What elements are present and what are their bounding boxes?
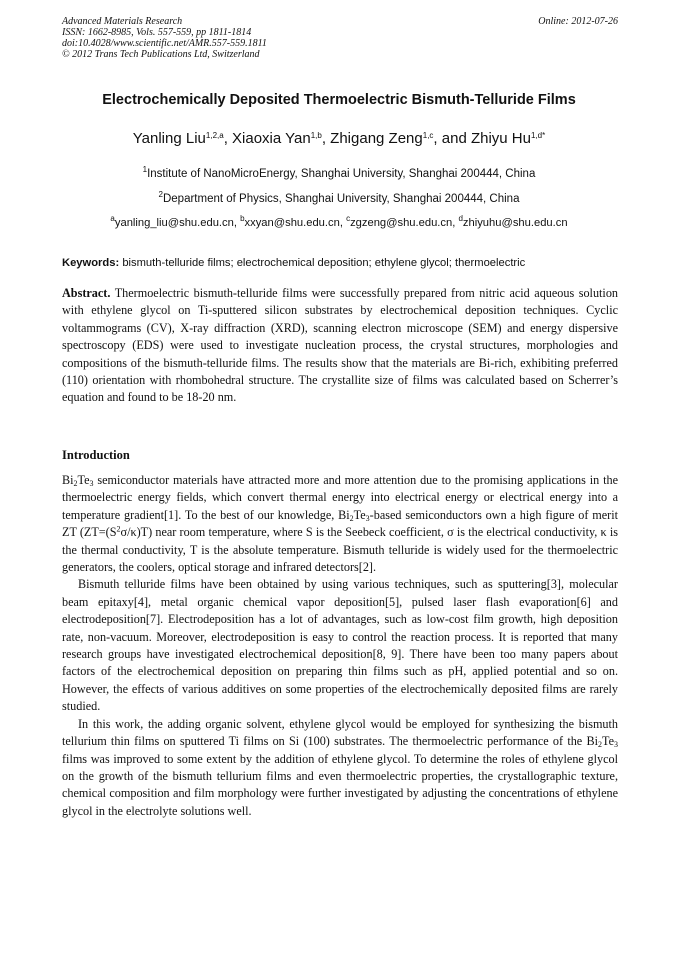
abstract: [62, 285, 618, 407]
author: Yanling Liu$^{1,2,a}$,: [132, 130, 233, 147]
paper-title: Electrochemically Deposited Thermoelectric Bismuth-Telluride Films: [102, 92, 576, 108]
intro-paragraph-2: Bismuth telluride films have been obtained by using various techniques, such as sputtering[3], molecular beam epitaxy[4], metal organic chemical vapor deposition[5], pulsed laser flash evaporation[6] and electrodeposition[7]. Electrodeposition has a lot of advantages, such as low-cost film growth, high deposition rate, non-vacuum. Moreover, electrodeposition is easy to control the reaction process. It is reported that many research groups have investigated electrochemical deposition[8, 9]. There have been too many papers about factors of the electrochemical deposition on preparing thin films such as pH, applied potential and so on. However, the effects of various additives on some properties of the electrochemically deposited films are rarely studied.: [62, 577, 618, 714]
doi-line: doi:10.4028/www.scientific.net/AMR.557-559.1811: [62, 38, 267, 49]
abstract-label: Abstract.: [62, 286, 111, 300]
copyright-line: © 2012 Trans Tech Publications Ltd, Switzerland: [62, 49, 260, 60]
email-link[interactable]: $^c$zgzeng@shu.edu.cn: [346, 214, 453, 229]
author: Xiaoxia Yan$^{1,b}$,: [232, 130, 331, 147]
keywords-text: bismuth-telluride films; electrochemical deposition; ethylene glycol; thermoelectric: [122, 257, 526, 269]
keywords-label: Keywords:: [62, 257, 120, 269]
author-list: [40, 130, 638, 147]
email-link[interactable]: $^a$yanling_liu@shu.edu.cn: [110, 214, 234, 229]
email-link[interactable]: $^b$xxyan@shu.edu.cn: [240, 214, 340, 229]
issn-line: ISSN: 1662-8985, Vols. 557-559, pp 1811-1814: [62, 27, 252, 38]
abstract-text: Thermoelectric bismuth-telluride films were successfully prepared from nitric acid aqueous solution with ethylene glycol on Ti-sputtered silicon substrates by electrochemical deposition techniques. Cyclic voltammograms (CV), X-ray diffraction (XRD), scanning electron microscope (SEM) and energy dispersive spectroscopy (EDS) were used to investigate nucleation process, the crystal structures, morphologies and compositions of the bismuth-telluride films. The results show that the materials are Bi-rich, exhibiting preferred (110) orientation with rhombohedral structure. The crystallite size of films was calculated based on Scherrer’s equation and found to be 18-20 nm.: [62, 286, 619, 405]
intro-paragraph-3: In this work, the adding organic solvent, ethylene glycol would be employed for synthesizing the bismuth tellurium thin films on sputtered Ti films on Si (100) substrates. The thermoelectric performance of the $Bi_2Te_3$ films was improved to some extent by the addition of ethylene glycol. To determine the roles of ethylene glycol on the growth of the bismuth tellurium films and even thermoelectric properties, the crystallographic texture, chemical composition and film morphology were further investigated by adjusting the concentrations of ethylene glycol in the electrolyte solutions well.: [62, 716, 618, 818]
affiliation-2: $^2$Department of Physics, Shanghai University, Shanghai 200444, China: [158, 190, 520, 205]
online-date: Online: 2012-07-26: [538, 16, 618, 27]
keywords-line: [62, 257, 618, 269]
journal-name: Advanced Materials Research: [62, 16, 183, 27]
introduction-body: [62, 472, 618, 820]
intro-paragraph-1: $Bi_2Te_3$ semiconductor materials have attracted more and more attention due to the promising applications in the thermoelectric energy fields, which convert thermal energy into electrical energy or electrical energy into a temperature gradient[1]. To the best of our knowledge, $Bi_2Te_3$-based semiconductors own a high figure of merit ZT $(ZT=(S^2\sigma/\kappa)T)$ near room temperature, where S is the Seebeck coefficient, σ is the electrical conductivity, κ is the thermal conductivity, T is the absolute temperature. Bismuth telluride is widely used for the thermoelectric generators, the coolers, optical storage and infrared detectors[2].: [62, 473, 619, 575]
introduction-heading: Introduction: [62, 448, 130, 462]
running-header: [62, 16, 618, 60]
author: Zhiyu $Hu^{1,d*}$: [470, 130, 546, 147]
affiliation-1: $^1$Institute of NanoMicroEnergy, Shanghai University, Shanghai 200444, China: [142, 165, 536, 180]
author: Zhigang Zeng$^{1,c}$, and: [330, 130, 471, 147]
header-citation-block: [62, 16, 618, 60]
email-link[interactable]: $^d$zhiyuhu@shu.edu.cn: [458, 214, 568, 229]
email-list: $^a$yanling_liu@shu.edu.cn, $^b$xxyan@shu.edu.cn, $^c$zgzeng@shu.edu.cn, $^d$zhiyuhu@shu.edu.cn: [110, 214, 568, 229]
